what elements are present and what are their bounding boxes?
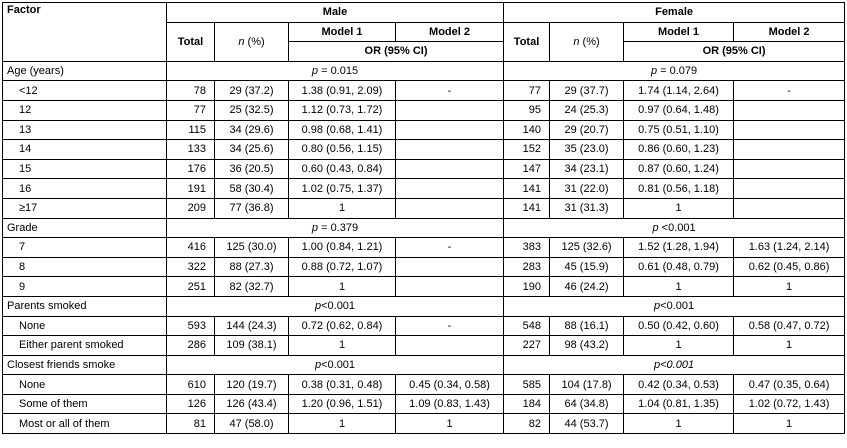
female-model1-cell: 0.50 (0.42, 0.60) — [624, 316, 734, 336]
female-model1-cell: 1 — [624, 336, 734, 356]
female-model2-cell — [734, 120, 845, 140]
female-n-pct-cell: 31 (22.0) — [550, 179, 624, 199]
female-n-pct-cell: 45 (15.9) — [550, 257, 624, 277]
male-total-cell: 416 — [167, 238, 215, 258]
table-row — [3, 414, 845, 434]
female-total-cell: 140 — [504, 120, 550, 140]
male-total-cell: 191 — [167, 179, 215, 199]
table-row — [3, 198, 845, 218]
row-label: 8 — [3, 257, 167, 277]
male-model2-cell: 1.09 (0.83, 1.43) — [396, 394, 504, 414]
row-label: None — [3, 375, 167, 395]
female-n-pct-cell: 98 (43.2) — [550, 336, 624, 356]
female-model2-cell: 0.58 (0.47, 0.72) — [734, 316, 845, 336]
male-n-pct-cell: 144 (24.3) — [215, 316, 289, 336]
female-header: Female — [504, 3, 845, 23]
female-total-cell: 152 — [504, 140, 550, 160]
male-model1-cell: 1 — [289, 336, 396, 356]
table-row — [3, 316, 845, 336]
male-model1-cell: 1.38 (0.91, 2.09) — [289, 81, 396, 101]
female-total-cell: 283 — [504, 257, 550, 277]
male-model2-cell — [396, 198, 504, 218]
male-model2-cell: 0.45 (0.34, 0.58) — [396, 375, 504, 395]
female-model1-cell: 0.42 (0.34, 0.53) — [624, 375, 734, 395]
table-row — [3, 238, 845, 258]
section-row — [3, 296, 845, 316]
female-n-pct-header: n (%) — [550, 22, 624, 61]
male-n-pct-cell: 34 (25.6) — [215, 140, 289, 160]
female-model2-cell: 0.62 (0.45, 0.86) — [734, 257, 845, 277]
male-model2-cell — [396, 100, 504, 120]
female-model2-cell — [734, 100, 845, 120]
female-total-cell: 383 — [504, 238, 550, 258]
female-p-value: p = 0.079 — [504, 61, 845, 81]
male-model1-cell: 0.98 (0.68, 1.41) — [289, 120, 396, 140]
male-total-cell: 81 — [167, 414, 215, 434]
male-p-value: p = 0.015 — [167, 61, 504, 81]
male-model1-cell: 1.12 (0.73, 1.72) — [289, 100, 396, 120]
female-model2-cell: 1.02 (0.72, 1.43) — [734, 394, 845, 414]
table-row — [3, 257, 845, 277]
male-model2-cell: - — [396, 238, 504, 258]
male-n-pct-cell: 120 (19.7) — [215, 375, 289, 395]
female-total-cell: 141 — [504, 198, 550, 218]
male-model2-cell — [396, 336, 504, 356]
factor-header: Factor — [3, 3, 167, 62]
male-model1-cell: 1.02 (0.75, 1.37) — [289, 179, 396, 199]
male-model2-cell: - — [396, 81, 504, 101]
male-n-pct-cell: 88 (27.3) — [215, 257, 289, 277]
male-model2-cell: 1 — [396, 414, 504, 434]
female-total-cell: 141 — [504, 179, 550, 199]
table-row — [3, 140, 845, 160]
results-table — [2, 2, 845, 434]
male-n-pct-cell: 125 (30.0) — [215, 238, 289, 258]
female-model2-cell: 1 — [734, 414, 845, 434]
female-n-pct-cell: 46 (24.2) — [550, 277, 624, 297]
female-model1-cell: 1.52 (1.28, 1.94) — [624, 238, 734, 258]
female-n-pct-cell: 64 (34.8) — [550, 394, 624, 414]
female-total-cell: 82 — [504, 414, 550, 434]
male-model1-cell: 0.72 (0.62, 0.84) — [289, 316, 396, 336]
male-model1-cell: 0.88 (0.72, 1.07) — [289, 257, 396, 277]
row-label: ≥17 — [3, 198, 167, 218]
row-label: Most or all of them — [3, 414, 167, 434]
female-model1-cell: 0.87 (0.60, 1.24) — [624, 159, 734, 179]
male-model1-cell: 1 — [289, 414, 396, 434]
row-label: <12 — [3, 81, 167, 101]
row-label: 7 — [3, 238, 167, 258]
female-model2-cell — [734, 179, 845, 199]
male-p-value: p<0.001 — [167, 355, 504, 375]
female-n-pct-cell: 29 (37.7) — [550, 81, 624, 101]
female-p-value: p<0.001 — [504, 355, 845, 375]
male-total-cell: 593 — [167, 316, 215, 336]
female-model2-cell: 0.47 (0.35, 0.64) — [734, 375, 845, 395]
male-or-ci-header: OR (95% CI) — [289, 42, 504, 62]
female-model2-cell: 1 — [734, 277, 845, 297]
row-label: 15 — [3, 159, 167, 179]
male-n-pct-cell: 47 (58.0) — [215, 414, 289, 434]
table-row — [3, 277, 845, 297]
female-n-pct-cell: 44 (53.7) — [550, 414, 624, 434]
female-model2-cell: - — [734, 81, 845, 101]
female-model2-header: Model 2 — [734, 22, 845, 42]
male-n-pct-header: n (%) — [215, 22, 289, 61]
female-model2-cell: 1.63 (1.24, 2.14) — [734, 238, 845, 258]
male-n-pct-cell: 25 (32.5) — [215, 100, 289, 120]
header-row-1 — [3, 3, 845, 23]
table-row — [3, 375, 845, 395]
male-model1-cell: 0.60 (0.43, 0.84) — [289, 159, 396, 179]
female-n-pct-cell: 31 (31.3) — [550, 198, 624, 218]
female-n-pct-cell: 24 (25.3) — [550, 100, 624, 120]
female-total-cell: 585 — [504, 375, 550, 395]
female-model2-cell — [734, 140, 845, 160]
male-model2-cell: - — [396, 316, 504, 336]
female-model1-cell: 1 — [624, 277, 734, 297]
female-model1-cell: 0.61 (0.48, 0.79) — [624, 257, 734, 277]
female-model1-cell: 1 — [624, 414, 734, 434]
female-model2-cell — [734, 159, 845, 179]
male-model1-cell: 0.80 (0.56, 1.15) — [289, 140, 396, 160]
male-model1-cell: 1.00 (0.84, 1.21) — [289, 238, 396, 258]
section-title: Age (years) — [3, 61, 167, 81]
table-body — [3, 61, 845, 433]
male-total-cell: 209 — [167, 198, 215, 218]
table-row — [3, 336, 845, 356]
female-p-value: p <0.001 — [504, 218, 845, 238]
male-p-value: p = 0.379 — [167, 218, 504, 238]
female-n-pct-cell: 125 (32.6) — [550, 238, 624, 258]
male-n-pct-cell: 82 (32.7) — [215, 277, 289, 297]
male-total-cell: 126 — [167, 394, 215, 414]
female-model1-cell: 1.04 (0.81, 1.35) — [624, 394, 734, 414]
row-label: Either parent smoked — [3, 336, 167, 356]
male-model1-cell: 0.38 (0.31, 0.48) — [289, 375, 396, 395]
row-label: 9 — [3, 277, 167, 297]
female-n-pct-cell: 29 (20.7) — [550, 120, 624, 140]
male-model2-cell — [396, 257, 504, 277]
female-model2-cell: 1 — [734, 336, 845, 356]
female-model1-cell: 1.74 (1.14, 2.64) — [624, 81, 734, 101]
female-total-cell: 548 — [504, 316, 550, 336]
male-n-pct-cell: 77 (36.8) — [215, 198, 289, 218]
male-model2-header: Model 2 — [396, 22, 504, 42]
female-total-cell: 227 — [504, 336, 550, 356]
table-row — [3, 394, 845, 414]
male-total-cell: 176 — [167, 159, 215, 179]
female-model1-cell: 0.97 (0.64, 1.48) — [624, 100, 734, 120]
row-label: 13 — [3, 120, 167, 140]
male-total-cell: 610 — [167, 375, 215, 395]
female-or-ci-header: OR (95% CI) — [624, 42, 845, 62]
female-total-cell: 77 — [504, 81, 550, 101]
female-model1-cell: 0.75 (0.51, 1.10) — [624, 120, 734, 140]
male-n-pct-cell: 29 (37.2) — [215, 81, 289, 101]
table-row — [3, 120, 845, 140]
male-total-cell: 286 — [167, 336, 215, 356]
female-n-pct-cell: 104 (17.8) — [550, 375, 624, 395]
male-total-cell: 78 — [167, 81, 215, 101]
male-n-pct-cell: 36 (20.5) — [215, 159, 289, 179]
female-model1-cell: 0.86 (0.60, 1.23) — [624, 140, 734, 160]
male-model2-cell — [396, 140, 504, 160]
table-row — [3, 159, 845, 179]
section-row — [3, 355, 845, 375]
table-row — [3, 179, 845, 199]
female-p-value: p<0.001 — [504, 296, 845, 316]
male-total-cell: 251 — [167, 277, 215, 297]
male-total-cell: 322 — [167, 257, 215, 277]
male-model2-cell — [396, 159, 504, 179]
female-total-cell: 184 — [504, 394, 550, 414]
female-n-pct-cell: 34 (23.1) — [550, 159, 624, 179]
table-row — [3, 100, 845, 120]
row-label: 16 — [3, 179, 167, 199]
female-n-pct-cell: 88 (16.1) — [550, 316, 624, 336]
section-row — [3, 218, 845, 238]
row-label: None — [3, 316, 167, 336]
female-total-cell: 190 — [504, 277, 550, 297]
male-n-pct-cell: 126 (43.4) — [215, 394, 289, 414]
section-title: Parents smoked — [3, 296, 167, 316]
male-model2-cell — [396, 277, 504, 297]
male-header: Male — [167, 3, 504, 23]
male-p-value: p<0.001 — [167, 296, 504, 316]
male-total-header: Total — [167, 22, 215, 61]
male-n-pct-cell: 34 (29.6) — [215, 120, 289, 140]
male-model2-cell — [396, 120, 504, 140]
male-model1-cell: 1 — [289, 198, 396, 218]
female-total-header: Total — [504, 22, 550, 61]
section-row — [3, 61, 845, 81]
female-n-pct-cell: 35 (23.0) — [550, 140, 624, 160]
male-total-cell: 77 — [167, 100, 215, 120]
female-model1-cell: 1 — [624, 198, 734, 218]
section-title: Closest friends smoke — [3, 355, 167, 375]
male-n-pct-cell: 109 (38.1) — [215, 336, 289, 356]
female-model1-header: Model 1 — [624, 22, 734, 42]
male-model1-cell: 1.20 (0.96, 1.51) — [289, 394, 396, 414]
female-total-cell: 95 — [504, 100, 550, 120]
row-label: Some of them — [3, 394, 167, 414]
male-total-cell: 133 — [167, 140, 215, 160]
female-total-cell: 147 — [504, 159, 550, 179]
female-model1-cell: 0.81 (0.56, 1.18) — [624, 179, 734, 199]
male-total-cell: 115 — [167, 120, 215, 140]
male-model2-cell — [396, 179, 504, 199]
male-model1-cell: 1 — [289, 277, 396, 297]
table-row — [3, 81, 845, 101]
section-title: Grade — [3, 218, 167, 238]
female-model2-cell — [734, 198, 845, 218]
male-model1-header: Model 1 — [289, 22, 396, 42]
row-label: 14 — [3, 140, 167, 160]
male-n-pct-cell: 58 (30.4) — [215, 179, 289, 199]
row-label: 12 — [3, 100, 167, 120]
